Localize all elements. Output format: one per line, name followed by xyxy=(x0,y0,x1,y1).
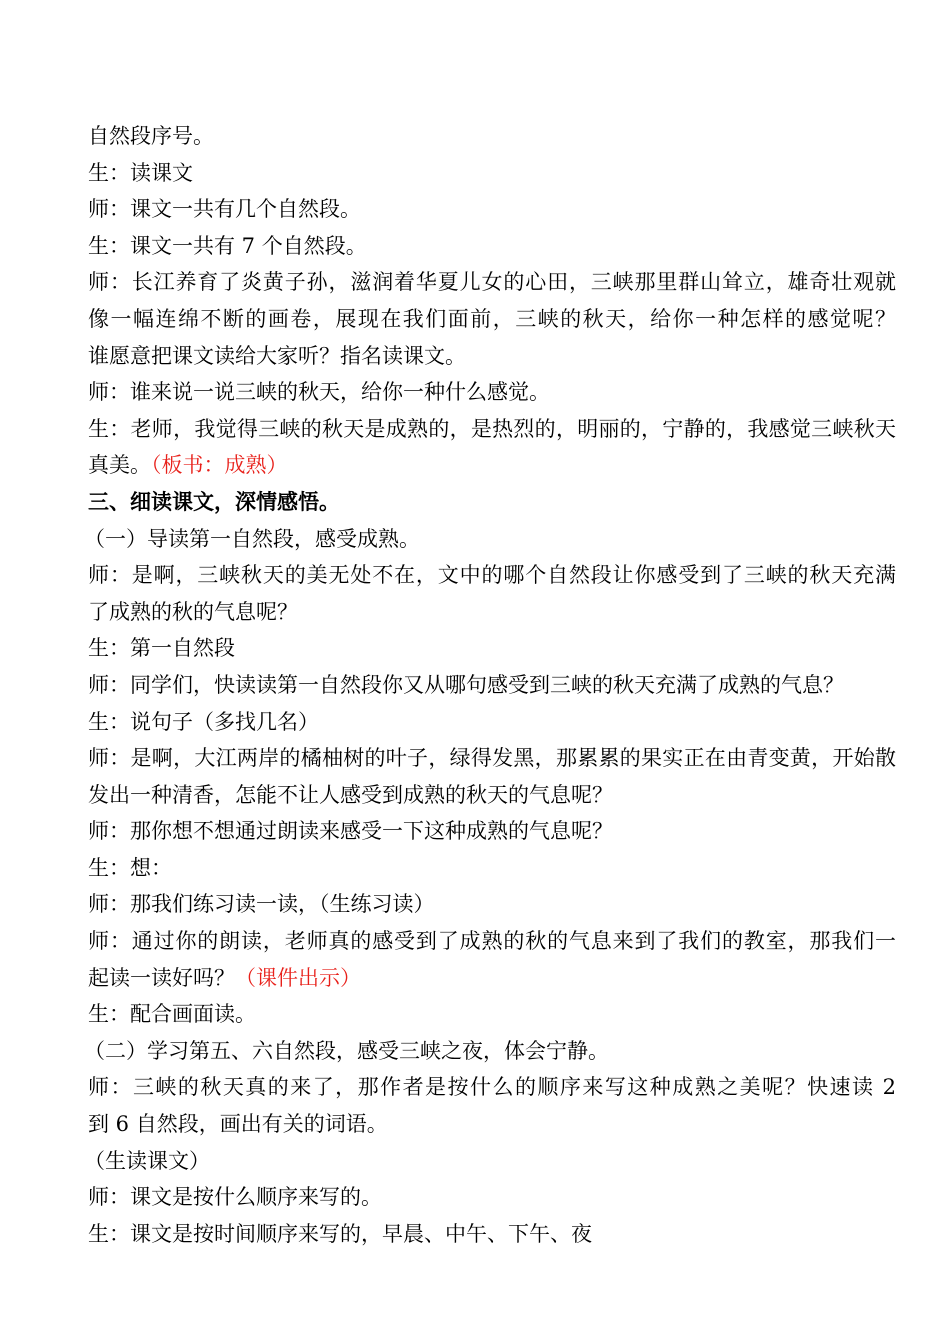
subsection-heading: （二）学习第五、六自然段，感受三峡之夜，体会宁静。 xyxy=(84,1038,609,1063)
text-line: 师：长江养育了炎黄子孙，滋润着华夏儿女的心田，三峡那里群山耸立，雄奇壮观就 xyxy=(88,270,896,295)
section-heading: 三、细读课文，深情感悟。 xyxy=(88,488,340,514)
text-line: 生：第一自然段 xyxy=(88,636,235,661)
text-line: 生：课文一共有 7 个自然段。 xyxy=(88,233,367,258)
text-line: （生读课文） xyxy=(84,1148,210,1173)
text-line xyxy=(88,960,896,997)
courseware-note: （课件出示） xyxy=(235,965,361,990)
text-line: 师：课文一共有几个自然段。 xyxy=(88,197,361,222)
text-line: 到 6 自然段，画出有关的词语。 xyxy=(88,1112,388,1137)
text-line: 师：通过你的朗读，老师真的感受到了成熟的秋的气息来到了我们的教室，那我们一 xyxy=(88,929,896,954)
line-text: 起读一读好吗？ xyxy=(88,965,235,990)
blackboard-note: （板书：成熟） xyxy=(151,453,288,478)
text-line: 师：那我们练习读一读，（生练习读） xyxy=(88,892,435,917)
text-line: 师：谁来说一说三峡的秋天，给你一种什么感觉。 xyxy=(88,380,550,405)
line-text: 真美。 xyxy=(88,453,151,478)
text-line: 发出一种清香，怎能不让人感受到成熟的秋天的气息呢？ xyxy=(88,782,613,807)
text-line: 生：老师，我觉得三峡的秋天是成熟的，是热烈的，明丽的，宁静的，我感觉三峡秋天 xyxy=(88,416,896,441)
text-line: 师：那你想不想通过朗读来感受一下这种成熟的气息呢？ xyxy=(88,819,613,844)
text-line: 自然段序号。 xyxy=(88,124,214,148)
text-line: 生：想： xyxy=(88,855,172,880)
text-line: 了成熟的秋的气息呢？ xyxy=(88,599,298,624)
text-line: 像一幅连绵不断的画卷，展现在我们面前，三峡的秋天，给你一种怎样的感觉呢？ xyxy=(88,306,896,331)
text-line: 师：是啊，三峡秋天的美无处不在，文中的哪个自然段让你感受到了三峡的秋天充满 xyxy=(88,563,896,588)
text-line: 生：说句子（多找几名） xyxy=(88,709,319,734)
text-line: 生：配合画面读。 xyxy=(88,1002,256,1027)
text-line xyxy=(88,447,896,484)
text-line: 谁愿意把课文读给大家听？指名读课文。 xyxy=(88,343,466,368)
text-line: 师：同学们，快读读第一自然段你又从哪句感受到三峡的秋天充满了成熟的气息？ xyxy=(88,672,844,697)
text-line: 生：课文是按时间顺序来写的，早晨、中午、下午、夜 xyxy=(88,1221,592,1246)
text-line: 师：课文是按什么顺序来写的。 xyxy=(88,1185,382,1210)
text-line: 师：三峡的秋天真的来了，那作者是按什么的顺序来写这种成熟之美呢？快速读 2 xyxy=(88,1075,896,1100)
text-line: 师：是啊，大江两岸的橘柚树的叶子，绿得发黑，那累累的果实正在由青变黄，开始散 xyxy=(88,746,896,771)
text-line: 生：读课文 xyxy=(88,160,193,185)
document-page xyxy=(84,118,896,1252)
subsection-heading: （一）导读第一自然段，感受成熟。 xyxy=(84,526,420,551)
